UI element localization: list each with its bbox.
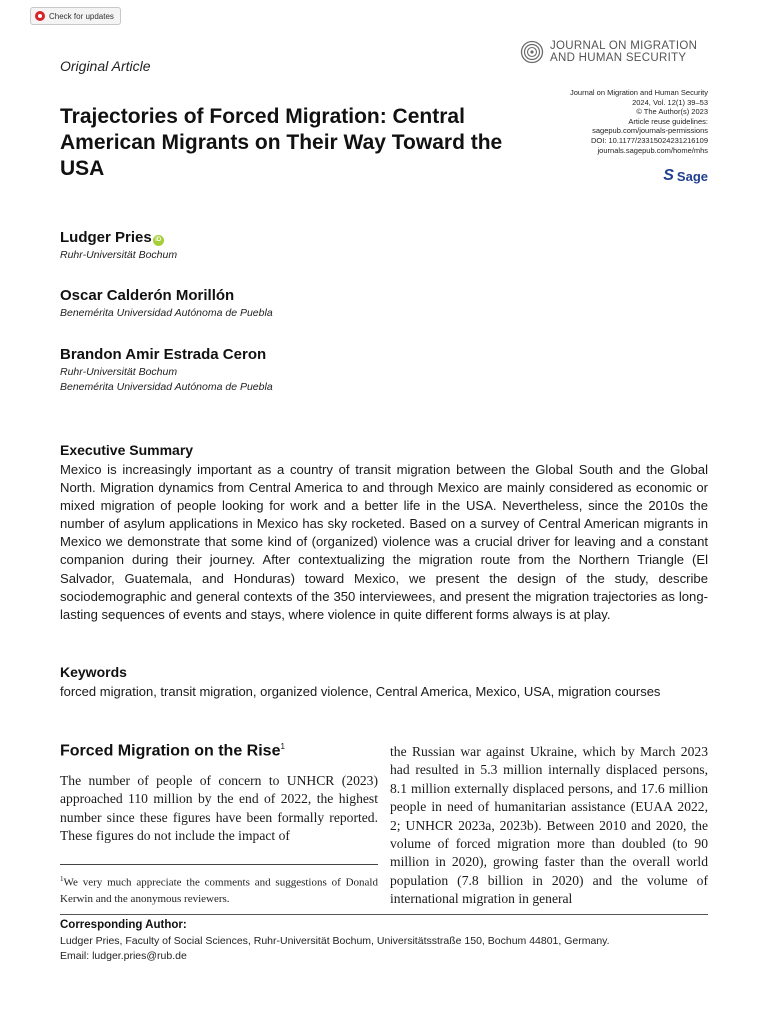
journal-swirl-icon: [520, 40, 544, 64]
meta-journal: Journal on Migration and Human Security: [570, 88, 708, 97]
corresponding-author-heading: Corresponding Author:: [60, 919, 187, 931]
publisher-name: Sage: [676, 168, 708, 184]
footnote: [60, 871, 378, 908]
section-heading-text: Forced Migration on the Rise: [60, 742, 281, 760]
author-affiliation: Ruhr-Universität Bochum: [60, 249, 178, 261]
author-name: Oscar Calderón Morillón: [60, 287, 235, 304]
author-block-3: [60, 346, 273, 395]
correspondence-divider: [60, 914, 708, 915]
article-meta: [570, 88, 708, 155]
meta-doi-link[interactable]: DOI: 10.1177/23315024231216109: [590, 135, 708, 145]
article-title: Trajectories of Forced Migration: Central American Migrants on Their Way Toward the USA: [60, 105, 503, 180]
author-affiliation: Benemérita Universidad Autónoma de Puebla: [60, 307, 273, 319]
journal-name-line1: JOURNAL ON MIGRATION: [550, 40, 698, 52]
journal-name-line2: AND HUMAN SECURITY: [550, 52, 687, 64]
article-type: Original Article: [60, 58, 151, 74]
author-affiliation: Benemérita Universidad Autónoma de Puebla: [60, 381, 273, 393]
body-column-right: the Russian war against Ukraine, which by March 2023 had resulted in 5.3 million internally displaced persons, 8.1 million externally displaced persons, and 17.6 million people in need of humanitarian assistance (EUAA 2022, 2; UNHCR 2023a, 2023b). Between 2010 and 2020, the volume of forced migration more than doubled (to 90 million in 2020), growing faster than the overall world population (7.8 billion in 2020) and the volume of international migration in general: [390, 744, 708, 907]
meta-reuse: Article reuse guidelines:: [628, 116, 708, 126]
footnote-text: We very much appreciate the comments and suggestions of Donald Kerwin and the anonymous reviewers.: [60, 876, 378, 906]
footnote-number: 1: [60, 875, 64, 883]
footnote-divider: [60, 864, 378, 865]
footnote-marker: 1: [280, 742, 285, 751]
keywords-text: forced migration, transit migration, organized violence, Central America, Mexico, USA, migration courses: [60, 684, 661, 699]
sage-s-icon: S: [663, 167, 674, 184]
author-name: Brandon Amir Estrada Ceron: [60, 346, 267, 363]
executive-summary-heading: Executive Summary: [60, 442, 194, 458]
check-for-updates-label: Check for updates: [49, 11, 114, 21]
author-affiliation: Ruhr-Universität Bochum: [60, 366, 178, 378]
body-column-left: The number of people of concern to UNHCR (2023) approached 110 million by the end of 2022, the highest number since these figures have been formally reported. These figures do not include the impact of: [60, 773, 378, 844]
corresponding-author-details: Ludger Pries, Faculty of Social Sciences, Ruhr-Universität Bochum, Universitätsstraße 150, Bochum 44801, Germany.: [60, 935, 610, 947]
meta-copyright: © The Author(s) 2023: [636, 107, 708, 117]
author-name: Ludger Pries: [60, 229, 152, 246]
author-block-1: [60, 229, 177, 263]
journal-logo: [520, 40, 697, 64]
orcid-icon[interactable]: iD: [153, 235, 164, 246]
meta-volume: 2024, Vol. 12(1) 39–53: [632, 97, 708, 107]
check-for-updates-button[interactable]: [30, 7, 121, 25]
meta-permissions-link[interactable]: sagepub.com/journals-permissions: [592, 126, 708, 136]
section-heading: [60, 742, 285, 760]
publisher-logo: [663, 167, 708, 185]
author-block-2: [60, 287, 273, 321]
corresponding-author-email[interactable]: Email: ludger.pries@rub.de: [60, 950, 187, 962]
update-icon: [35, 11, 45, 21]
executive-summary-text: Mexico is increasingly important as a country of transit migration between the Global South and the Global North. Migration dynamics from Central America to and through Mexico are mainly considered as economic or mixed migration of people looking for work and a better life in the USA. Nevertheless, since the 2010s the number of asylum applications in Mexico has sky rocketed. Based on a survey of Central American migrants in Mexico we demonstrate that some kind of (organized) violence was a crucial driver for leaving and a constant companion during their journey. After contextualizing the migration route from the Northern Triangle (El Salvador, Guatemala, and Honduras) toward Mexico, we present the design of the study, describe sociodemographic and general contexts of the 350 interviewees, and present the migration trajectories as long-lasting sequences of events and stays, where violence in quite different forms always is at play.: [60, 462, 708, 622]
meta-journal-link[interactable]: journals.sagepub.com/home/mhs: [597, 145, 708, 155]
keywords-heading: Keywords: [60, 664, 127, 680]
